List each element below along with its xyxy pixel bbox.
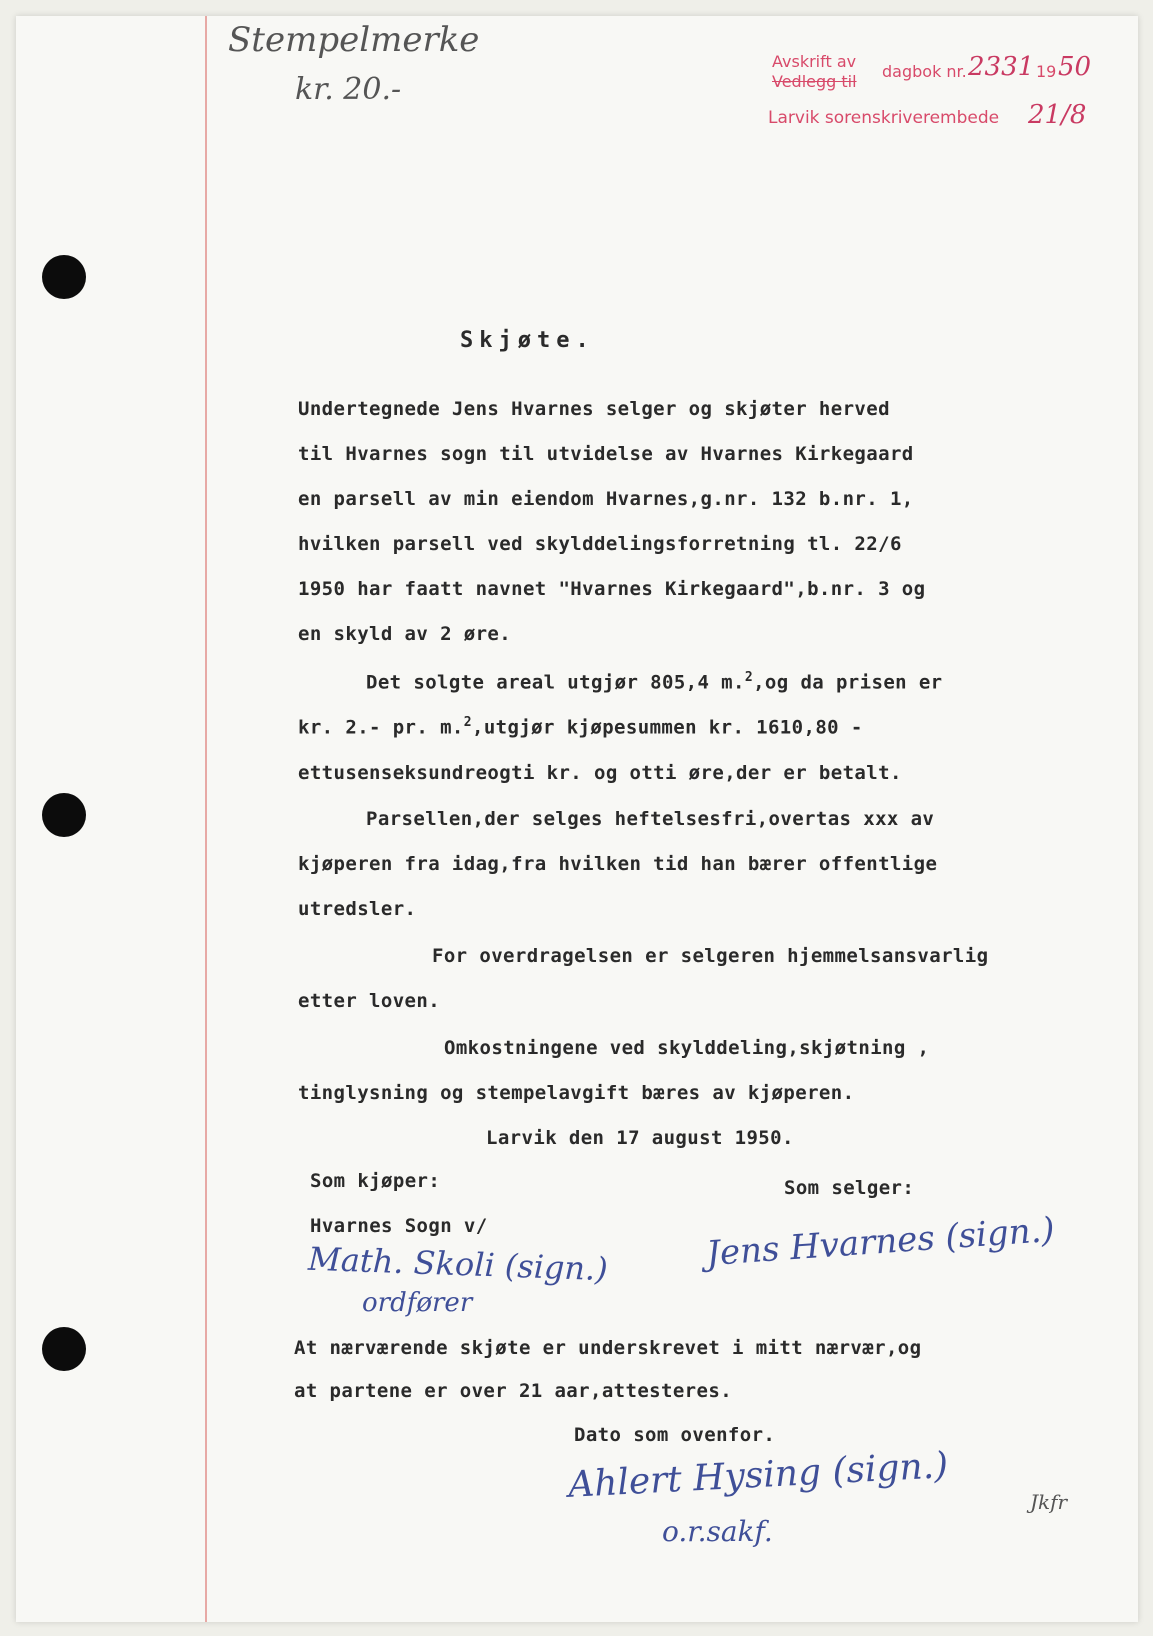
text-line: kjøperen fra idag,fra hvilken tid han bærer offentlige: [298, 853, 938, 875]
stamp-line-dagbok: dagbok nr.: [882, 62, 967, 81]
text-line: at partene er over 21 aar,attesteres.: [294, 1380, 733, 1402]
seller-label: Som selger:: [784, 1177, 915, 1199]
punch-hole-top: [42, 255, 86, 299]
text-line: At nærværende skjøte er underskrevet i mitt nærvær,og: [294, 1337, 922, 1359]
punch-hole-bottom: [42, 1327, 86, 1371]
buyer-signature: Math. Skoli (sign.): [307, 1239, 609, 1289]
text-line: tinglysning og stempelavgift bæres av kjøperen.: [298, 1082, 855, 1104]
stamp-value: kr. 20.-: [295, 72, 402, 107]
text-line: Undertegnede Jens Hvarnes selger og skjøter herved: [298, 398, 890, 420]
text-line: 1950 har faatt navnet "Hvarnes Kirkegaard",b.nr. 3 og: [298, 578, 926, 600]
text-line-area: Det solgte areal utgjør 805,4 m.$^2$,og da prisen er: [366, 670, 943, 694]
stamp-date: 21/8: [1028, 100, 1087, 130]
stamp-office: Larvik sorenskriverembede: [768, 108, 1000, 128]
stamp-year: 50: [1058, 52, 1092, 82]
witness-role: o.r.sakf.: [662, 1515, 773, 1548]
text-line: en skyld av 2 øre.: [298, 623, 512, 645]
text-line: etter loven.: [298, 990, 441, 1012]
text-line: hvilken parsell ved skylddelingsforretning tl. 22/6: [298, 533, 902, 555]
buyer-label: Som kjøper:: [310, 1170, 441, 1192]
witness-signature: Ahlert Hysing (sign.): [567, 1445, 950, 1506]
text-line: en parsell av min eiendom Hvarnes,g.nr. 132 b.nr. 1,: [298, 488, 914, 510]
stamp-note: Stempelmerke: [228, 20, 480, 60]
text-line: utredsler.: [298, 898, 417, 920]
initials: Jkfr: [1030, 1490, 1068, 1514]
document-title: Skjøte.: [460, 328, 595, 353]
buyer-name: Hvarnes Sogn v/: [310, 1215, 488, 1237]
text-line: til Hvarnes sogn til utvidelse av Hvarnes Kirkegaard: [298, 443, 914, 465]
seller-signature: Jens Hvarnes (sign.): [705, 1209, 1056, 1275]
punch-hole-middle: [42, 793, 86, 837]
buyer-role: ordfører: [362, 1288, 473, 1318]
text-line: Parsellen,der selges heftelsesfri,overtas xxx av: [366, 808, 935, 830]
text-line-price: kr. 2.- pr. m.$^2$,utgjør kjøpesummen kr. 1610,80 -: [298, 715, 863, 739]
text-line: ettusenseksundreogti kr. og otti øre,der er betalt.: [298, 762, 902, 784]
place-date: Larvik den 17 august 1950.: [486, 1127, 794, 1149]
stamp-line-avskrift: Avskrift av: [772, 52, 857, 71]
margin-line: [205, 16, 207, 1622]
stamp-number: 2331: [968, 52, 1035, 82]
text-line: Omkostningene ved skylddeling,skjøtning ,: [444, 1037, 930, 1059]
stamp-year-prefix: 19: [1036, 62, 1057, 81]
stamp-line-vedlegg: Vedlegg til: [772, 72, 857, 91]
text-line: For overdragelsen er selgeren hjemmelsansvarlig: [432, 945, 989, 967]
dato-line: Dato som ovenfor.: [574, 1424, 776, 1446]
